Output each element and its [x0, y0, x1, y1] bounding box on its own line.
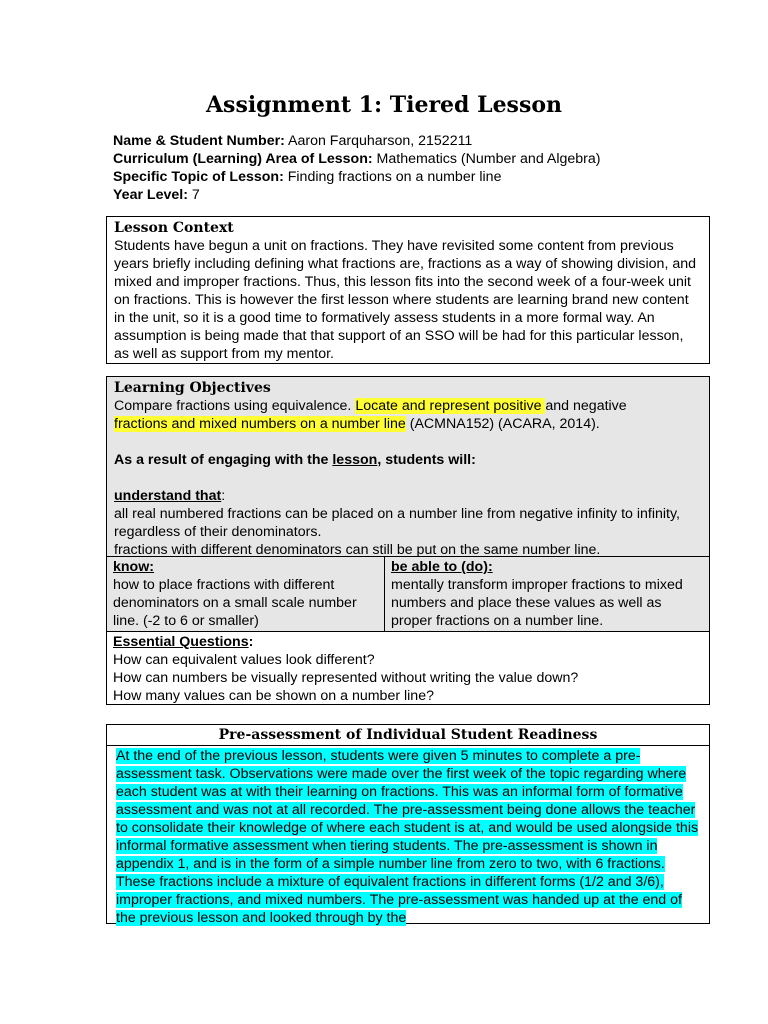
essential-questions-label-row [113, 633, 703, 651]
lesson-meta [113, 132, 601, 204]
meta-row-curriculum [113, 150, 601, 168]
spacer [114, 433, 702, 451]
meta-label: Specific Topic of Lesson: [113, 169, 284, 185]
lesson-context-heading: Lesson Context [114, 220, 234, 236]
highlighted-text: At the end of the previous lesson, students were given 5 minutes to complete a pre-assessment task. Observations were made over the first week of the topic regarding where each student was at with their learning on fractions. This was an informal form of formative assessment and was not at all recorded. The pre-assessment being done allows the teacher to consolidate their knowledge of where each student is at, and would be used alongside this informal formative assessment when tiering students. The pre-assessment is shown in appendix 1, and is in the form of a simple number line from zero to two, with 6 fractions. These fractions include a mixture of equivalent fractions in different forms (1/2 and 3/6), improper fractions, and mixed numbers. The pre-assessment was handed up at the end of the previous lesson and looked through by the [116, 748, 699, 926]
essential-question: How can numbers be visually represented without writing the value down? [113, 670, 579, 686]
result-statement [114, 451, 702, 469]
meta-label: Name & Student Number: [113, 133, 285, 149]
learning-objectives-box [106, 376, 710, 705]
understand-label: understand that [114, 488, 222, 504]
understand-item: all real numbered fractions can be placed on a number line from negative infinity to infinity, regardless of their denominators. [114, 506, 680, 540]
pre-assessment-heading: Pre-assessment of Individual Student Readiness [107, 725, 709, 746]
objective-text [114, 397, 702, 433]
do-text: mentally transform improper fractions to mixed numbers and place these values as well as proper fractions on a number line. [391, 577, 683, 629]
objective-part: and negative [545, 398, 627, 414]
essential-questions-section [107, 632, 709, 706]
meta-value: Aaron Farquharson, 2152211 [284, 133, 473, 149]
know-cell [107, 557, 385, 631]
meta-value: 7 [187, 187, 200, 203]
essential-question: How can equivalent values look different? [113, 652, 375, 668]
meta-label: Year Level: [113, 187, 188, 203]
learning-objectives-section [107, 377, 709, 557]
highlighted-objective: fractions and mixed numbers on a number line [114, 416, 406, 432]
objective-part: Compare fractions using equivalence. [114, 398, 356, 414]
result-underlined: lesson [332, 452, 378, 468]
pre-assessment-box [106, 724, 710, 924]
result-part: , students will: [377, 452, 476, 468]
do-cell [385, 557, 709, 631]
lesson-context-box [106, 216, 710, 364]
result-part: As a result of engaging with the [114, 452, 333, 468]
meta-row-name [113, 132, 601, 150]
meta-row-year [113, 186, 601, 204]
page-title: Assignment 1: Tiered Lesson [205, 92, 563, 118]
understand-label-row [114, 487, 702, 505]
spacer [114, 469, 702, 487]
know-text: how to place fractions with different denominators on a small scale number line. (-2 to 6 or smaller) [113, 577, 357, 629]
meta-value: Mathematics (Number and Algebra) [372, 151, 601, 167]
understand-item: fractions with different denominators can still be put on the same number line. [114, 542, 601, 558]
essential-question: How many values can be shown on a number line? [113, 688, 434, 704]
know-do-row [107, 557, 709, 632]
objective-part: (ACMNA152) (ACARA, 2014). [405, 416, 600, 432]
know-label: know: [113, 559, 154, 575]
meta-label: Curriculum (Learning) Area of Lesson: [113, 151, 373, 167]
pre-assessment-text [107, 746, 709, 928]
do-label: be able to (do): [391, 559, 493, 575]
highlighted-objective: Locate and represent positive [355, 398, 546, 414]
understand-colon: : [221, 488, 226, 504]
essential-questions-colon: : [248, 634, 254, 650]
meta-row-topic [113, 168, 601, 186]
learning-objectives-heading: Learning Objectives [114, 380, 271, 396]
meta-value: Finding fractions on a number line [283, 169, 502, 185]
essential-questions-label: Essential Questions [113, 634, 249, 650]
lesson-context-text: Students have begun a unit on fractions. They have revisited some content from previous years briefly including defining what fractions are, fractions as a way of showing division, and mixed and improper fractions. Thus, this lesson fits into the second week of a four-week unit on fractions. This is however the first lesson where students are learning brand new content in the unit, so it is a good time to formatively assess students in a more formal way. An assumption is being made that that support of an SSO will be had for this particular lesson, as well as support from my mentor. [114, 238, 696, 362]
